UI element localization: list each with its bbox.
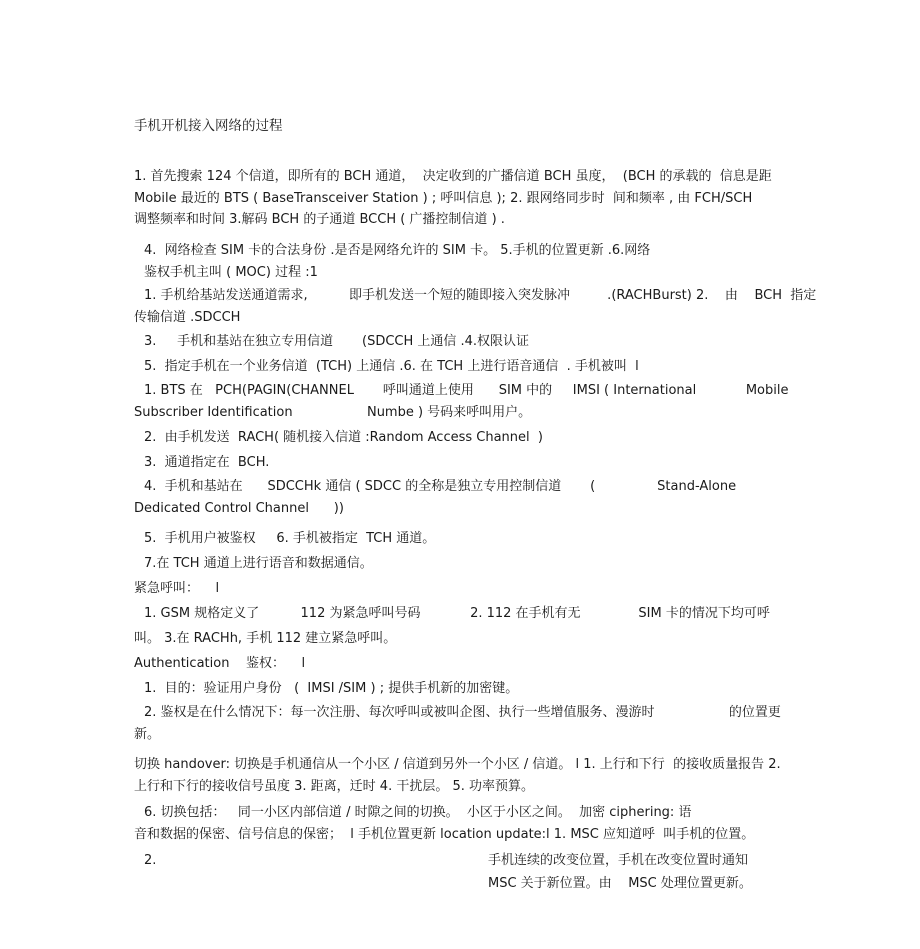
text-line: 音和数据的保密、信号信息的保密； l 手机位置更新 location update:l 1. MSC 应知道呼 叫手机的位置。 bbox=[134, 827, 755, 842]
text-line: MSC 关于新位置。由 MSC 处理位置更新。 bbox=[488, 876, 752, 891]
text-line: 1. 目的：验证用户身份 ( IMSI /SIM ) ; 提供手机新的加密键。 bbox=[144, 681, 519, 696]
text-line: 1. 手机给基站发送通道需求, 即手机发送一个短的随即接入突发脉冲 .(RACHBurst) 2. 由 BCH 指定 bbox=[144, 288, 817, 303]
text-line: 传输信道 .SDCCH bbox=[134, 310, 241, 325]
text-line: Subscriber Identification Numbe ) 号码来呼叫用户。 bbox=[134, 405, 532, 420]
text-line: 1. BTS 在 PCH(PAGIN(CHANNEL 呼叫通道上使用 SIM 中的 IMSI ( International Mobile bbox=[144, 383, 789, 398]
text-line: 手机连续的改变位置，手机在改变位置时通知 bbox=[488, 853, 749, 868]
text-line: Authentication 鉴权： l bbox=[134, 656, 306, 671]
text-line: 紧急呼叫： l bbox=[134, 581, 220, 596]
doc-title: 手机开机接入网络的过程 bbox=[134, 118, 283, 134]
text-line: 鉴权手机主叫 ( MOC) 过程 :1 bbox=[144, 265, 318, 280]
text-line: 3. 手机和基站在独立专用信道 (SDCCH 上通信 .4.权限认证 bbox=[144, 334, 530, 349]
text-line: 2. 由手机发送 RACH( 随机接入信道 :Random Access Channel ) bbox=[144, 430, 543, 445]
text-line: 3. 通道指定在 BCH. bbox=[144, 455, 270, 470]
text-line: 上行和下行的接收信号虽度 3. 距离，迁时 4. 干扰层。 5. 功率预算。 bbox=[134, 779, 535, 794]
text-line: 切换 handover: 切换是手机通信从一个小区 / 信道到另外一个小区 / 信道。 l 1. 上行和下行 的接收质量报告 2. bbox=[134, 757, 781, 772]
text-line: 6. 切换包括： 同一小区内部信道 / 时隙之间的切换。 小区于小区之间。 加密 ciphering: 语 bbox=[144, 805, 692, 820]
text-line: 调整频率和时间 3.解码 BCH 的子通道 BCCH ( 广播控制信道 ) . bbox=[134, 212, 505, 227]
text-line: 4. 网络检查 SIM 卡的合法身份 .是否是网络允许的 SIM 卡。 5.手机的位置更新 .6.网络 bbox=[144, 243, 651, 258]
text-line: 新。 bbox=[134, 727, 161, 742]
text-line: Dedicated Control Channel )) bbox=[134, 501, 344, 516]
text-line: 5. 指定手机在一个业务信道 (TCH) 上通信 .6. 在 TCH 上进行语音通信 . 手机被叫 l bbox=[144, 359, 639, 374]
text-line: 5. 手机用户被鉴权 6. 手机被指定 TCH 通道。 bbox=[144, 531, 436, 546]
text-line: Mobile 最近的 BTS ( BaseTransceiver Station ) ; 呼叫信息 ); 2. 跟网络同步时 间和频率 , 由 FCH/SCH bbox=[134, 191, 753, 206]
text-line: 叫。 3.在 RACHh, 手机 112 建立紧急呼叫。 bbox=[134, 631, 397, 646]
text-line: 4. 手机和基站在 SDCCHk 通信 ( SDCC 的全称是独立专用控制信道 ( Stand-Alone bbox=[144, 479, 737, 494]
text-line: 7.在 TCH 通道上进行语音和数据通信。 bbox=[144, 556, 373, 571]
text-line: 2. 鉴权是在什么情况下：每一次注册、每次呼叫或被叫企图、执行一些增值服务、漫游时 的位置更 bbox=[144, 705, 781, 720]
text-line: 1. GSM 规格定义了 112 为紧急呼叫号码 2. 112 在手机有无 SIM 卡的情况下均可呼 bbox=[144, 606, 770, 621]
text-line: 1. 首先搜索 124 个信道，即所有的 BCH 通道， 决定收到的广播信道 BCH 虽度， (BCH 的承载的 信息是距 bbox=[134, 169, 772, 184]
text-line: 2. bbox=[144, 853, 157, 868]
